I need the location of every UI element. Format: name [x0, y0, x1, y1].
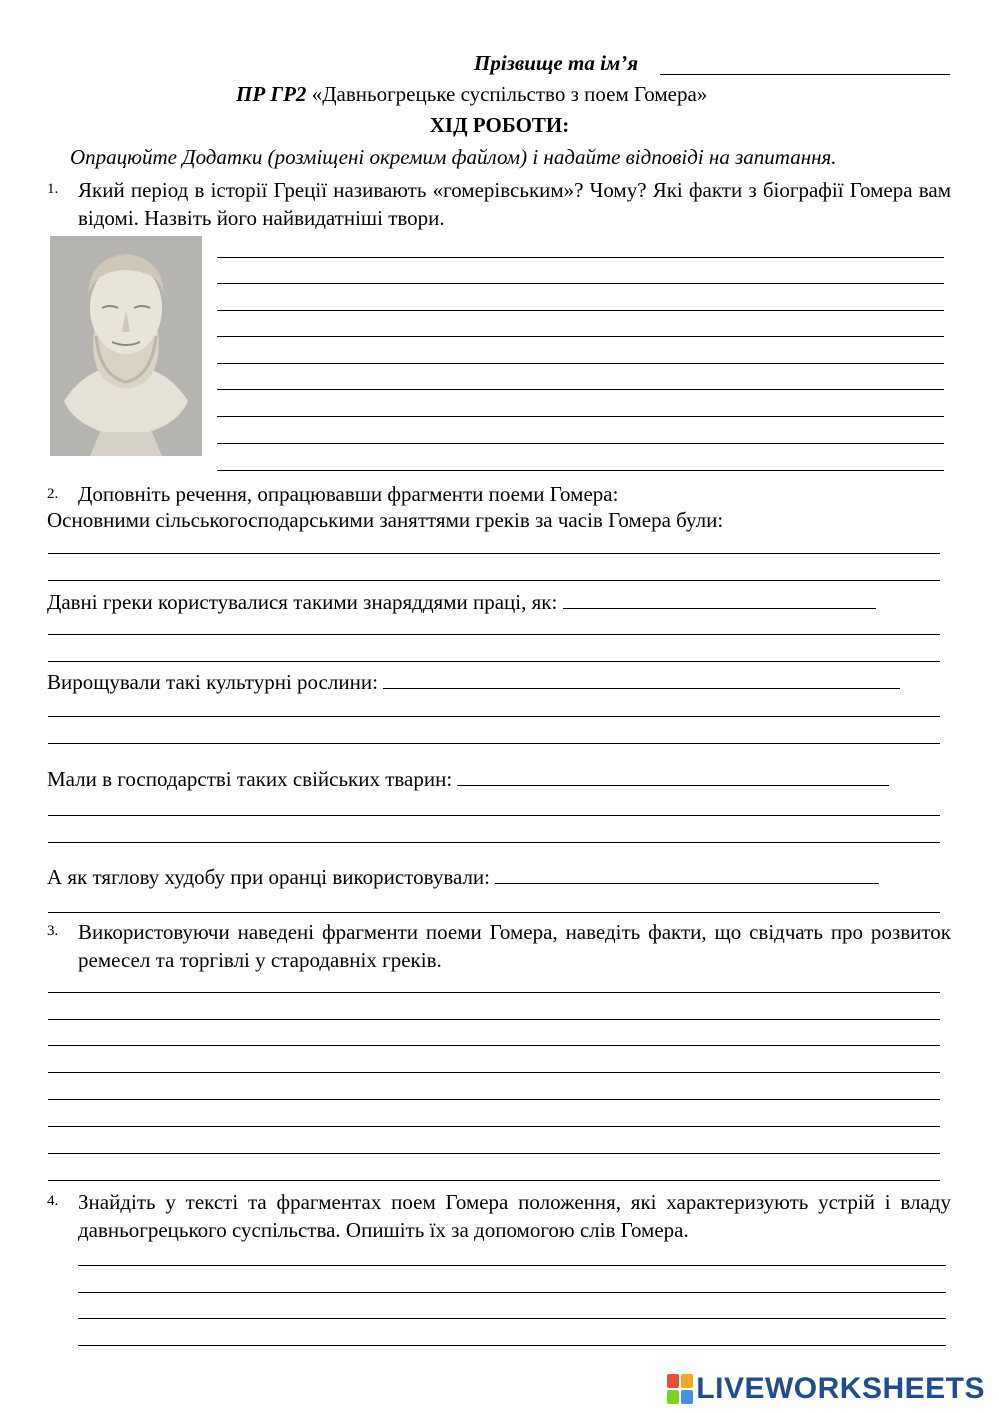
- answer-line[interactable]: [48, 1019, 940, 1020]
- liveworksheets-logo[interactable]: [667, 1372, 985, 1406]
- q4-text: Знайдіть у тексті та фрагментах поем Гомера положення, які характеризують устрій і владу давньогрецького суспільства. Опишіть їх за допомогою слів Гомера.: [78, 1190, 951, 1242]
- worksheet-title: [236, 81, 707, 107]
- answer-line[interactable]: [217, 310, 944, 311]
- answer-line[interactable]: [48, 716, 940, 717]
- answer-line[interactable]: [48, 634, 940, 635]
- plants-label: Вирощували такі культурні рослини:: [47, 670, 378, 694]
- answer-line[interactable]: [48, 1180, 940, 1181]
- answer-line[interactable]: [217, 389, 944, 390]
- title-text: «Давньогрецьке суспільство з поем Гомера»: [311, 82, 708, 106]
- name-input[interactable]: [660, 50, 950, 75]
- q1-text: Який період в історії Греції називають «гомерівським»? Чому? Які факти з біографії Гомера вам відомі. Назвіть його найвидатніші твори.: [78, 178, 951, 230]
- animals-field[interactable]: [457, 767, 889, 786]
- q3-number: 3.: [47, 923, 59, 939]
- logo-text: LIVEWORKSHEETS: [696, 1372, 985, 1405]
- q2-number: 2.: [47, 486, 59, 502]
- answer-line[interactable]: [217, 470, 944, 471]
- answer-line[interactable]: [48, 1072, 940, 1073]
- answer-line[interactable]: [48, 661, 940, 662]
- liveworksheets-icon: [667, 1374, 693, 1404]
- plants-field[interactable]: [383, 670, 900, 689]
- answer-line[interactable]: [48, 1099, 940, 1100]
- q2-sentence-animals: [47, 766, 889, 792]
- answer-line[interactable]: [48, 580, 940, 581]
- answer-line[interactable]: [48, 553, 940, 554]
- answer-line[interactable]: [78, 1318, 946, 1319]
- q2-text: Доповніть речення, опрацювавши фрагменти поеми Гомера:: [78, 482, 619, 506]
- answer-line[interactable]: [78, 1292, 946, 1293]
- answer-line[interactable]: [48, 743, 940, 744]
- answer-line[interactable]: [217, 336, 944, 337]
- answer-line[interactable]: [48, 1045, 940, 1046]
- answer-line[interactable]: [217, 283, 944, 284]
- answer-line[interactable]: [48, 1153, 940, 1154]
- answer-line[interactable]: [217, 257, 944, 258]
- name-row: [474, 50, 638, 76]
- tools-field[interactable]: [563, 590, 876, 609]
- q2-sentence-plants: [47, 669, 900, 695]
- answer-line[interactable]: [78, 1345, 946, 1346]
- answer-line[interactable]: [78, 1265, 946, 1266]
- answer-line[interactable]: [217, 416, 944, 417]
- name-label: Прізвище та ім’я: [474, 51, 639, 75]
- answer-line[interactable]: [217, 363, 944, 364]
- q3-text: Використовуючи наведені фрагменти поеми Гомера, наведіть факти, що свідчать про розвиток ремесел та торгівлі у стародавніх греків.: [78, 920, 951, 972]
- q2-sentence-farming: Основними сільськогосподарськими заняттями греків за часів Гомера були:: [47, 508, 724, 532]
- draft-label: А як тяглову худобу при оранці використовували:: [47, 865, 491, 889]
- q2-sentence-draft-animals: [47, 864, 879, 890]
- answer-line[interactable]: [48, 992, 940, 993]
- section-heading: ХІД РОБОТИ:: [429, 113, 570, 137]
- title-code: ПР ГР2: [236, 82, 307, 106]
- instruction: Опрацюйте Додатки (розміщені окремим файлом) і надайте відповіді на запитання.: [70, 145, 837, 169]
- answer-line[interactable]: [48, 912, 940, 913]
- tools-label: Давні греки користувалися такими знаряддями праці, як:: [47, 590, 558, 614]
- q1-number: 1.: [47, 181, 59, 197]
- q4-number: 4.: [47, 1193, 59, 1209]
- answer-line[interactable]: [48, 1126, 940, 1127]
- draft-field[interactable]: [495, 865, 879, 884]
- q2-sentence-tools: [47, 589, 876, 615]
- homer-bust-image: [50, 236, 202, 456]
- animals-label: Мали в господарстві таких свійських тварин:: [47, 767, 453, 791]
- answer-line[interactable]: [48, 815, 940, 816]
- answer-line[interactable]: [217, 443, 944, 444]
- answer-line[interactable]: [48, 842, 940, 843]
